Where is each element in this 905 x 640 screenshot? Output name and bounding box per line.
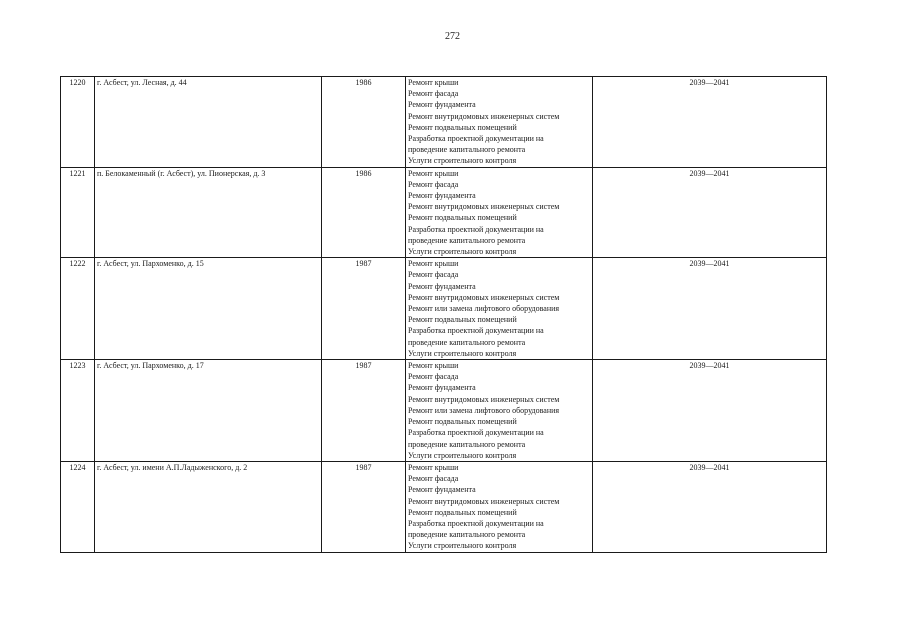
row-number: 1220: [61, 77, 95, 168]
work-item: Ремонт или замена лифтового оборудования: [408, 304, 560, 314]
work-item: Ремонт фасада: [408, 372, 459, 382]
row-period: 2039—2041: [593, 167, 827, 258]
work-item: Ремонт фундамента: [408, 100, 476, 110]
work-item: Ремонт фундамента: [408, 485, 476, 495]
work-item: Ремонт фасада: [408, 474, 459, 484]
row-period: 2039—2041: [593, 360, 827, 462]
table-row: [61, 77, 827, 168]
work-item: Ремонт фасада: [408, 179, 459, 189]
row-period: 2039—2041: [593, 461, 827, 552]
work-item: Ремонт подвальных помещений: [408, 507, 517, 517]
work-item: Разработка проектной документации на: [408, 428, 544, 438]
row-year: 1987: [322, 461, 406, 552]
work-item: Услуги строительного контроля: [408, 247, 517, 257]
row-address: г. Асбест, ул. имени А.П.Ладыженского, д. 2: [95, 461, 322, 552]
work-item: проведение капитального ремонта: [408, 145, 526, 155]
row-number: 1223: [61, 360, 95, 462]
row-number: 1222: [61, 258, 95, 360]
row-period: 2039—2041: [593, 258, 827, 360]
row-year: 1986: [322, 77, 406, 168]
table-row: [61, 360, 827, 462]
row-works: [406, 77, 593, 168]
work-item: Услуги строительного контроля: [408, 348, 517, 358]
work-item: Услуги строительного контроля: [408, 450, 517, 460]
work-item: Ремонт крыши: [408, 168, 459, 178]
work-item: Ремонт внутридомовых инженерных систем: [408, 111, 560, 121]
work-item: Ремонт подвальных помещений: [408, 315, 517, 325]
work-item: Ремонт крыши: [408, 259, 459, 269]
work-item: проведение капитального ремонта: [408, 439, 526, 449]
row-works: [406, 360, 593, 462]
work-item: Ремонт внутридомовых инженерных систем: [408, 394, 560, 404]
work-item: Ремонт крыши: [408, 361, 459, 371]
row-works: [406, 167, 593, 258]
work-item: Ремонт подвальных помещений: [408, 417, 517, 427]
row-year: 1986: [322, 167, 406, 258]
row-address: г. Асбест, ул. Лесная, д. 44: [95, 77, 322, 168]
work-item: Ремонт подвальных помещений: [408, 122, 517, 132]
work-item: Ремонт фундамента: [408, 191, 476, 201]
work-item: проведение капитального ремонта: [408, 530, 526, 540]
row-address: г. Асбест, ул. Пархоменко, д. 15: [95, 258, 322, 360]
table-row: [61, 258, 827, 360]
work-item: Разработка проектной документации на: [408, 134, 544, 144]
work-item: Разработка проектной документации на: [408, 326, 544, 336]
work-item: Ремонт фасада: [408, 89, 459, 99]
work-item: Ремонт внутридомовых инженерных систем: [408, 292, 560, 302]
row-works: [406, 258, 593, 360]
work-item: Ремонт или замена лифтового оборудования: [408, 405, 560, 415]
work-item: Ремонт крыши: [408, 462, 459, 472]
repair-schedule-table: [60, 76, 827, 553]
work-item: проведение капитального ремонта: [408, 235, 526, 245]
row-year: 1987: [322, 360, 406, 462]
row-number: 1221: [61, 167, 95, 258]
work-item: Ремонт внутридомовых инженерных систем: [408, 202, 560, 212]
row-period: 2039—2041: [593, 77, 827, 168]
row-address: п. Белокаменный (г. Асбест), ул. Пионерская, д. 3: [95, 167, 322, 258]
work-item: Ремонт фундамента: [408, 281, 476, 291]
work-item: Ремонт фундамента: [408, 383, 476, 393]
work-item: проведение капитального ремонта: [408, 337, 526, 347]
work-item: Ремонт подвальных помещений: [408, 213, 517, 223]
page-number: 272: [445, 31, 460, 42]
work-item: Ремонт внутридомовых инженерных систем: [408, 496, 560, 506]
work-item: Разработка проектной документации на: [408, 518, 544, 528]
row-address: г. Асбест, ул. Пархоменко, д. 17: [95, 360, 322, 462]
work-item: Ремонт фасада: [408, 270, 459, 280]
work-item: Услуги строительного контроля: [408, 541, 517, 551]
work-item: Ремонт крыши: [408, 78, 459, 87]
table-row: [61, 167, 827, 258]
table-row: [61, 461, 827, 552]
table-body: [61, 77, 827, 553]
work-item: Разработка проектной документации на: [408, 224, 544, 234]
work-item: Услуги строительного контроля: [408, 156, 517, 166]
row-year: 1987: [322, 258, 406, 360]
row-number: 1224: [61, 461, 95, 552]
row-works: [406, 461, 593, 552]
